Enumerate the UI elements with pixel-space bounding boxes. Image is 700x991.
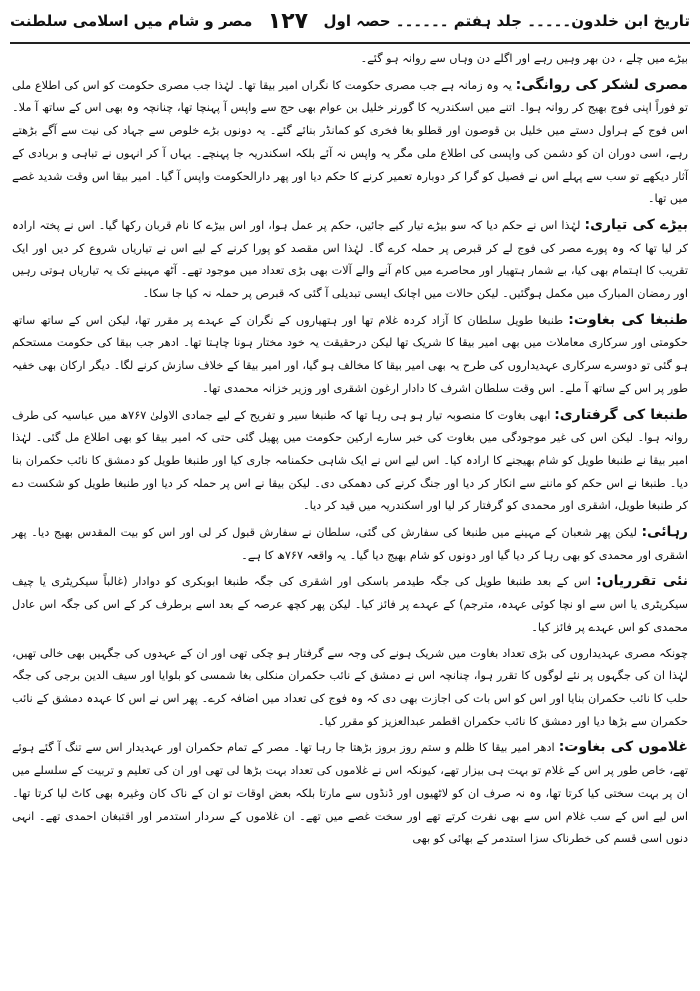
section-heading: غلاموں کی بغاوت:: [558, 739, 688, 756]
book-title: تاریخ ابن خلدون۔۔۔۔۔ جلد ہفتم ۔۔۔۔۔۔ حصہ اول: [323, 12, 690, 30]
paragraph: [12, 736, 688, 851]
paragraph-text: لیکن پھر شعبان کے مہینے میں طنبغا کی سفارش کی گئی، سلطان نے سفارش قبول کر لی اور اس کو بیت المقدس بھیج دیا۔ پھر اشقری اور محمدی کو بھی رہا کر دیا گیا اور دونوں کو شام بھیج دیا گیا۔ یہ واقعہ ۷۶۷ھ کا ہے۔: [12, 526, 688, 562]
section-heading: رہائی:: [641, 524, 688, 541]
paragraph-text: ابھی بغاوت کا منصوبہ تیار ہو ہی رہا تھا کہ طنبغا سیر و تفریح کے لیے جمادی الاولیٰ ۷۶۷ھ میں عباسیہ کی طرف روانہ ہوا۔ لیکن اس کی غیر موجودگی میں بغاوت کی خبر سارے ارکین حکومت میں پھیل گئی حتی کہ امیر بیقا کو بھی اطلاع مل گئی۔ لہٰذا امیر بیقا نے طنبغا طویل کو شام بھیجنے کا ارادہ کیا۔ اس لیے اس نے ایک شاہی حکمنامہ جاری کیا اور طنبغا طویل کو دمشق کا نائب حکمران بنا دیا۔ طنبغا نے اس حکم کو ماننے سے انکار کر دیا اور جنگ کرنے کی دھمکی دی۔ لیکن بیقا نے اس پر حملہ کر دیا اور طنبغا طویل کو شکست دے کر طنبغا طویل، اشقری اور محمدی کو گرفتار کر لیا اور اسکندریہ میں قید کر دیا۔: [12, 408, 688, 513]
section-heading: مصری لشکر کی روانگی:: [515, 76, 688, 93]
paragraph-text: چونکہ مصری عہدیداروں کی بڑی تعداد بغاوت میں شریک ہونے کی وجہ سے گرفتار ہو چکی تھی اور ان کے عہدوں کی جگہیں بھی خالی تھیں، لہٰذا ان کی جگہوں پر نئے لوگوں کا تقرر ہوا، چنانچہ اس نے دمشق کے نائب حکمران منکلی بغا شمسی کو بلوایا اور سیف الدین برجی کی جگہ حلب کا نائب حکمران بنایا اور اس کو اس بات کی اجازت بھی دی کہ وہ فوج کی تعداد میں اضافہ کرے۔ پھر اس نے اس کا عہدہ دمشق کے نائب حکمران سے بڑھا دیا اور دمشق کا نائب حکمران اقطمر عبدالعزیز کو مقرر کیا۔: [12, 646, 688, 728]
paragraph: [12, 643, 688, 734]
paragraph-text: طنبغا طویل سلطان کا آزاد کردہ غلام تھا اور ہتھیاروں کے نگران کے عہدے پر مقرر تھا، لیکن اس کے ساتھ ساتھ حکومتی اور سرکاری معاملات میں بھی امیر بیقا کا شریک تھا لیکن درحقیقت یہ خود مختار ہونا چاہتا تھا۔ ادھر جب بیقا کی حکومت مستحکم ہو گئی تو دوسرے سرکاری عہدیداروں کی طرح یہ بھی امیر بیقا کا مخالف ہو گیا، اور امیر بیقا کے خلاف سازش کرنے لگا۔ دیگر ارکان بھی خفیہ طور پر اس کے ساتھ آ ملے۔ اس وقت سلطان اشرف کا دادار ارغون اشقری اور وزیر خزانہ محمدی تھا۔: [12, 313, 688, 395]
paragraph-text: بیڑے میں چلے ، دن بھر وہیں رہے اور اگلے دن وہاں سے روانہ ہو گئے۔: [360, 52, 688, 65]
page-body: [12, 48, 688, 985]
paragraph-text: اس کے بعد طنبغا طویل کی جگہ طیدمر باسکی اور اشقری کی جگہ طنبغا ابوبکری کو دوادار (غالباً سیکریٹری یا چیف سیکریٹری یا اس سے او نچا کوئی عہدہ، مترجم) کے عہدے پر فائز کیا۔ لیکن پھر کچھ عرصہ کے بعد اسے برطرف کر کے اس کی جگہ اس عادل محمدی کو اس عہدے پر فائز کیا۔: [12, 575, 688, 634]
section-heading: طنبغا کی گرفتاری:: [554, 406, 689, 423]
page-number: ۱۲۷: [267, 8, 309, 34]
section-heading: بیڑے کی تیاری:: [584, 216, 689, 233]
paragraph-text: یہ وہ زمانہ ہے جب مصری حکومت کا نگراں امیر بیقا تھا۔ لہٰذا جب مصری حکومت کو اس کی اطلاع ملی تو فوراً اپنی فوج بھیج کر روانہ ہوا۔ اتنے میں اسکندریہ کا گورنر خلیل بن عوام بھی حج سے واپس آ پہنچا تھا، چنانچہ وہ بھی اس کے ساتھ آ ملا۔ اس فوج کے ہراول دستے میں خلیل بن قوصون اور قطلو بغا فخری کو کمانڈر بنائے گئے۔ یہ دونوں بڑے خلوص سے جہاد کی نیت سے آگے بڑھتے رہے، اسی دوران ان کو دشمن کی واپسی کی اطلاع ملی مگر یہ واپس نہ آئے بلکہ اسکندریہ جا پہنچے۔ یہاں آ کر انہوں نے تباہی و بربادی کے آثار دیکھے تو سب سے پہلے اس نے فصیل کو گرا کر دوبارہ تعمیر کرنے کا حکم دیا اور پھر دارالحکومت واپس آ گیا۔ امیر بیقا اس وقت شدید غصے میں تھا۔: [12, 78, 688, 206]
section-heading: طنبغا کی بغاوت:: [568, 311, 688, 328]
paragraph-text: ادھر امیر بیقا کا ظلم و ستم روز بروز بڑھتا جا رہا تھا۔ مصر کے تمام حکمران اور عہدیدار اس سے تنگ آ گئے ہوئے تھے، خاص طور پر اس کے غلام تو بہت ہی بیزار تھے، کیونکہ اس نے غلاموں کی تعداد بہت بڑھا لی تھی اور ان کی تعلیم و تربیت کے سلسلے میں ان پر بہت سختی کیا کرتا تھا، وہ نہ صرف ان کو لاٹھیوں اور ڈنڈوں سے مارتا بلکہ بعض اوقات تو ان کے ناک کان وغیرہ بھی کاٹ لیا کرتا تھا۔ اس لیے اس کے سب غلام اس سے بھی نفرت کرتے تھے اور سخت غصے میں تھے۔ ان غلاموں کے سردار استدمر اور اقتبغان احمدی تھے۔ انہی دنوں اسی قسم کی خطرناک سزا استدمر کے بھائی کو بھی: [12, 741, 688, 846]
paragraph: [12, 521, 688, 567]
paragraph: [12, 48, 688, 71]
paragraph-text: لہٰذا اس نے حکم دیا کہ سو بیڑے تیار کیے جائیں، حکم پر عمل ہوا، اور اس بیڑے کا نام قربان رکھا گیا۔ اس نے پختہ ارادہ کر لیا تھا کہ وہ پورے مصر کی فوج لے کر قبرص پر حملہ کرے گا۔ لہٰذا اس مقصد کو پورا کرنے کے لیے اس نے تیاریاں شروع کر دیں اور ایک تقریب کا اہتمام بھی کیا، بے شمار ہتھیار اور محاصرے میں کام آنے والے آلات بھی بڑی تعداد میں موجود تھے۔ آٹھ مہینے تک یہ تیاریاں ہوتی رہیں اور رمضان المبارک میں مکمل ہوگئیں۔ لیکن حالات میں اچانک ایسی تبدیلی آ گئی کہ قبرص پر حملہ نہ کیا جا سکا۔: [12, 218, 688, 301]
paragraph: [12, 309, 688, 401]
paragraph: [12, 404, 688, 519]
paragraph: [12, 570, 688, 639]
section-heading: نئی تقرریاں:: [596, 573, 688, 590]
section-title: مصر و شام میں اسلامی سلطنت: [10, 12, 253, 30]
page-header: [10, 0, 690, 44]
paragraph: [12, 74, 688, 211]
paragraph: [12, 214, 688, 306]
